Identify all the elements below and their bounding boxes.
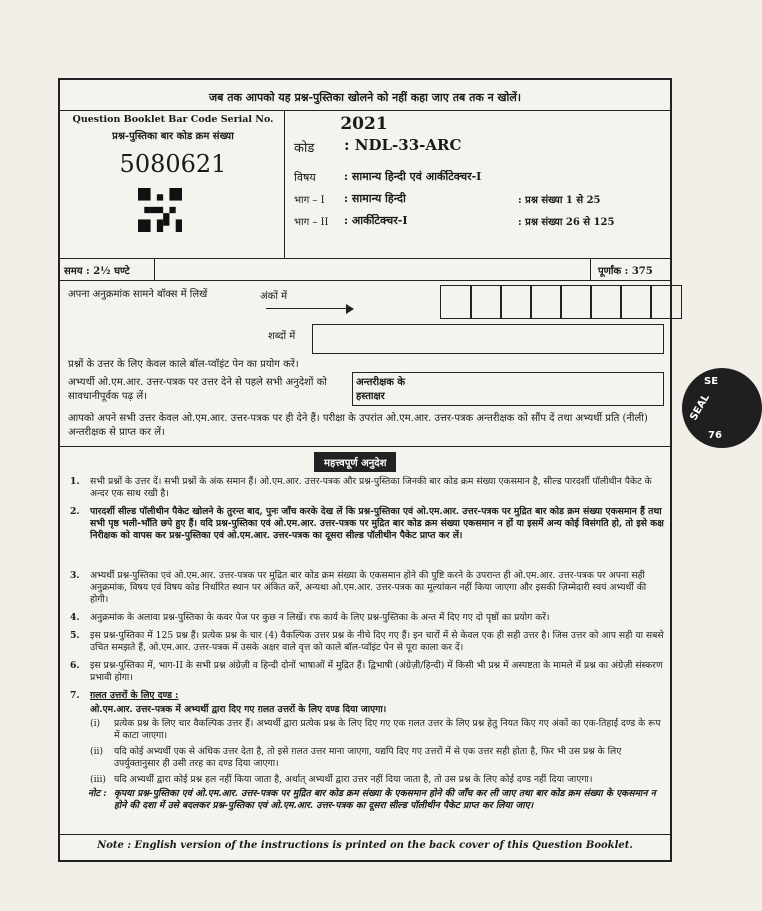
instruction-item-3: 3. अभ्यर्थी प्रश्न-पुस्तिका एवं ओ.एम.आर. उत्तर-पत्रक पर मुद्रित बार कोड क्रम संख्या के एकसमान होने की पुष्टि करने के उपरान्त ही ओ.एम.आर. उत्तर-पत्रक पर अपना सही अनुक्रमांक, विषय एवं विषय कोड निर्धारित स्थान पर अंकित करें, अन्यथा ओ.एम.आर. उत्तर-पत्रक का मूल्यांकन नहीं किया जाएगा और इसकी ज़िम्मेदारी स्वयं अभ्यर्थी की होगी। [70, 570, 647, 606]
instruction-item-6: 6. इस प्रश्न-पुस्तिका में, भाग-II के सभी प्रश्न अंग्रेज़ी व हिन्दी दोनों भाषाओं में मुद्रित हैं। द्विभाषी (अंग्रेज़ी/हिन्दी) में किसी भी प्रश्न में अस्पष्टता के मामले में प्रश्न का अंग्रेज़ी संस्करण प्रभावी होगा। [70, 660, 663, 684]
arrow-right-icon [266, 308, 350, 309]
barcode-serial: 5080621 [119, 150, 227, 178]
answer-note: आपको अपने सभी उत्तर केवल ओ.एम.आर. उत्तर-पत्रक पर ही देने हैं। परीक्षा के उपरांत ओ.एम.आर. उत्तर-पत्रक अन्तरीक्षक को सौंप दें तथा अभ्यर्थी प्रति (नीली) अन्तरीक्षक से प्राप्त कर लें। [68, 413, 648, 438]
roll-digits-label: अंकों में [260, 291, 288, 302]
barcode-label-hi: प्रश्न-पुस्तिका बार कोड क्रम संख्या [112, 131, 234, 142]
roll-words-label: शब्दों में [268, 331, 296, 342]
part2-value: : आर्कीटेक्चर-I [344, 214, 408, 227]
roll-digit-box[interactable] [500, 285, 532, 319]
arrow-head [346, 304, 354, 314]
roll-digit-box[interactable] [560, 285, 592, 319]
footer-note: Note : English version of the instructions is printed on the back cover of this Question Booklet. [97, 840, 633, 851]
penalty-item-2: (ii) यदि कोई अभ्यर्थी एक से अधिक उत्तर देता है, तो इसे ग़लत उत्तर माना जाएगा, यद्यपि दिए गए उत्तरों में से एक उत्तर सही होता है, फिर भी उस प्रश्न के लिए उपर्युक्तानुसार ही उसी तरह का दण्ड दिया जाएगा। [90, 746, 622, 770]
exam-year: 2021 [340, 114, 388, 134]
penalty-head: ओ.एम.आर. उत्तर-पत्रक में अभ्यर्थी द्वारा दिए गए ग़लत उत्तरों के लिए दण्ड दिया जाएगा। [90, 704, 387, 715]
part1-value: : सामान्य हिन्दी [344, 192, 406, 205]
time-duration: समय : 2½ घण्टे [64, 266, 130, 277]
instruction-item-7: 7. ग़लत उत्तरों के लिए दण्ड : [70, 690, 179, 701]
roll-digit-box[interactable] [470, 285, 502, 319]
roll-words-box[interactable] [312, 324, 664, 354]
max-marks: पूर्णांक : 375 [598, 266, 653, 277]
instruction-item-4: 4. अनुक्रमांक के अलावा प्रश्न-पुस्तिका के कवर पेज पर कुछ न लिखें। रफ कार्य के लिए प्रश्न-पुस्तिका के अन्त में दिए गए दो पृष्ठों का प्रयोग करें। [70, 612, 550, 623]
roll-digit-box[interactable] [650, 285, 682, 319]
roll-digit-box[interactable] [590, 285, 622, 319]
qr-code-icon [138, 188, 182, 232]
note-block: नोट : कृपया प्रश्न-पुस्तिका एवं ओ.एम.आर. उत्तर-पत्रक पर मुद्रित बार कोड क्रम संख्या के एकसमान होने की जाँच कर ली जाए तथा बार कोड क्रम संख्या के एकसमान न होने की दशा में उसे बदलकर प्रश्न-पुस्तिका एवं ओ.एम.आर. उत्तर-पत्रक का दूसरा सील्ड पॉलीथीन पैकेट प्राप्त कर लिया जाए। [88, 788, 656, 812]
instruction-item-2: 2. पारदर्शी सील्ड पॉलीथीन पैकेट खोलने के तुरन्त बाद, पुनः जाँच करके देख लें कि प्रश्न-पुस्तिका एवं ओ.एम.आर. उत्तर-पत्रक पर मुद्रित बार कोड क्रम संख्या एकसमान हैं तथा सभी पृष्ठ भली-भाँति छपे हुए हैं। यदि प्रश्न-पुस्तिका एवं ओ.एम.आर. उत्तर-पत्रक पर मुद्रित बार कोड क्रम संख्या एकसमान न हों या इसमें अन्य कोई विसंगति हो, तो इसे कक्ष निरीक्षक को वापस कर प्रश्न-पुस्तिका एवं ओ.एम.आर. उत्तर-पत्रक का दूसरा सील्ड पॉलीथीन पैकेट प्राप्त कर लें। [70, 506, 664, 542]
instruction-item-5: 5. इस प्रश्न-पुस्तिका में 125 प्रश्न हैं। प्रत्येक प्रश्न के चार (4) वैकल्पिक उत्तर प्रश्न के नीचे दिए गए हैं। इन चारों में से केवल एक ही सही उत्तर है। जिस उत्तर को आप सही या सबसे उचित समझते हैं, ओ.एम.आर. उत्तर-पत्रक में उसके अक्षर वाले वृत्त को काले बॉल-प्वॉइंट पेन से पूरा काला कर दें। [70, 630, 664, 654]
part2-range: : प्रश्न संख्या 26 से 125 [518, 217, 615, 228]
part1-range: : प्रश्न संख्या 1 से 25 [518, 195, 601, 206]
roll-digit-box[interactable] [440, 285, 472, 319]
invigilator-sign-label: अन्तरीक्षक के हस्ताक्षर [356, 377, 406, 402]
roll-digit-box[interactable] [620, 285, 652, 319]
part1-label: भाग – I [294, 195, 325, 206]
top-notice: जब तक आपको यह प्रश्न-पुस्तिका खोलने को नहीं कहा जाए तब तक न खोलें। [208, 91, 522, 104]
code-value: : NDL-33-ARC [344, 136, 462, 154]
seal-stamp-icon: SE SEAL 76 [682, 368, 762, 448]
instruction-item-1: 1. सभी प्रश्नों के उत्तर दें। सभी प्रश्नों के अंक समान हैं। ओ.एम.आर. उत्तर-पत्रक और प्रश्न-पुस्तिका जिनकी बार कोड क्रम संख्या एकसमान है, सील्ड पारदर्शी पॉलीथीन पैकेट के अन्दर एक साथ रखी है। [70, 476, 652, 500]
part2-label: भाग – II [294, 217, 329, 228]
subject-value: : सामान्य हिन्दी एवं आर्कीटेक्चर-I [344, 170, 482, 183]
roll-instruction: अपना अनुक्रमांक सामने बॉक्स में लिखें [68, 289, 208, 300]
instructions-title: महत्त्वपूर्ण अनुदेश [314, 452, 396, 472]
roll-digit-box[interactable] [530, 285, 562, 319]
pen-note: प्रश्नों के उत्तर के लिए केवल काले बॉल-प्वॉइंट पेन का प्रयोग करें। [68, 359, 299, 370]
omr-note: अभ्यर्थी ओ.एम.आर. उत्तर-पत्रक पर उत्तर देने से पहले सभी अनुदेशों को सावधानीपूर्वक पढ़ लें। [68, 377, 327, 402]
code-label: कोड [294, 141, 315, 156]
question-booklet-cover [58, 78, 672, 862]
penalty-item-3: (iii) यदि अभ्यर्थी द्वारा कोई प्रश्न हल नहीं किया जाता है, अर्थात् अभ्यर्थी द्वारा उत्तर नहीं दिया जाता है, तो उस प्रश्न के लिए कोई दण्ड नहीं दिया जाएगा। [90, 774, 593, 785]
subject-label: विषय [294, 171, 316, 184]
penalty-item-1: (i) प्रत्येक प्रश्न के लिए चार वैकल्पिक उत्तर हैं। अभ्यर्थी द्वारा प्रत्येक प्रश्न के लिए दिए गए एक ग़लत उत्तर के लिए प्रश्न हेतु नियत किए गए अंकों का एक-तिहाई दण्ड के रूप में काटा जाएगा। [90, 718, 661, 742]
barcode-label-en: Question Booklet Bar Code Serial No. [72, 114, 274, 125]
